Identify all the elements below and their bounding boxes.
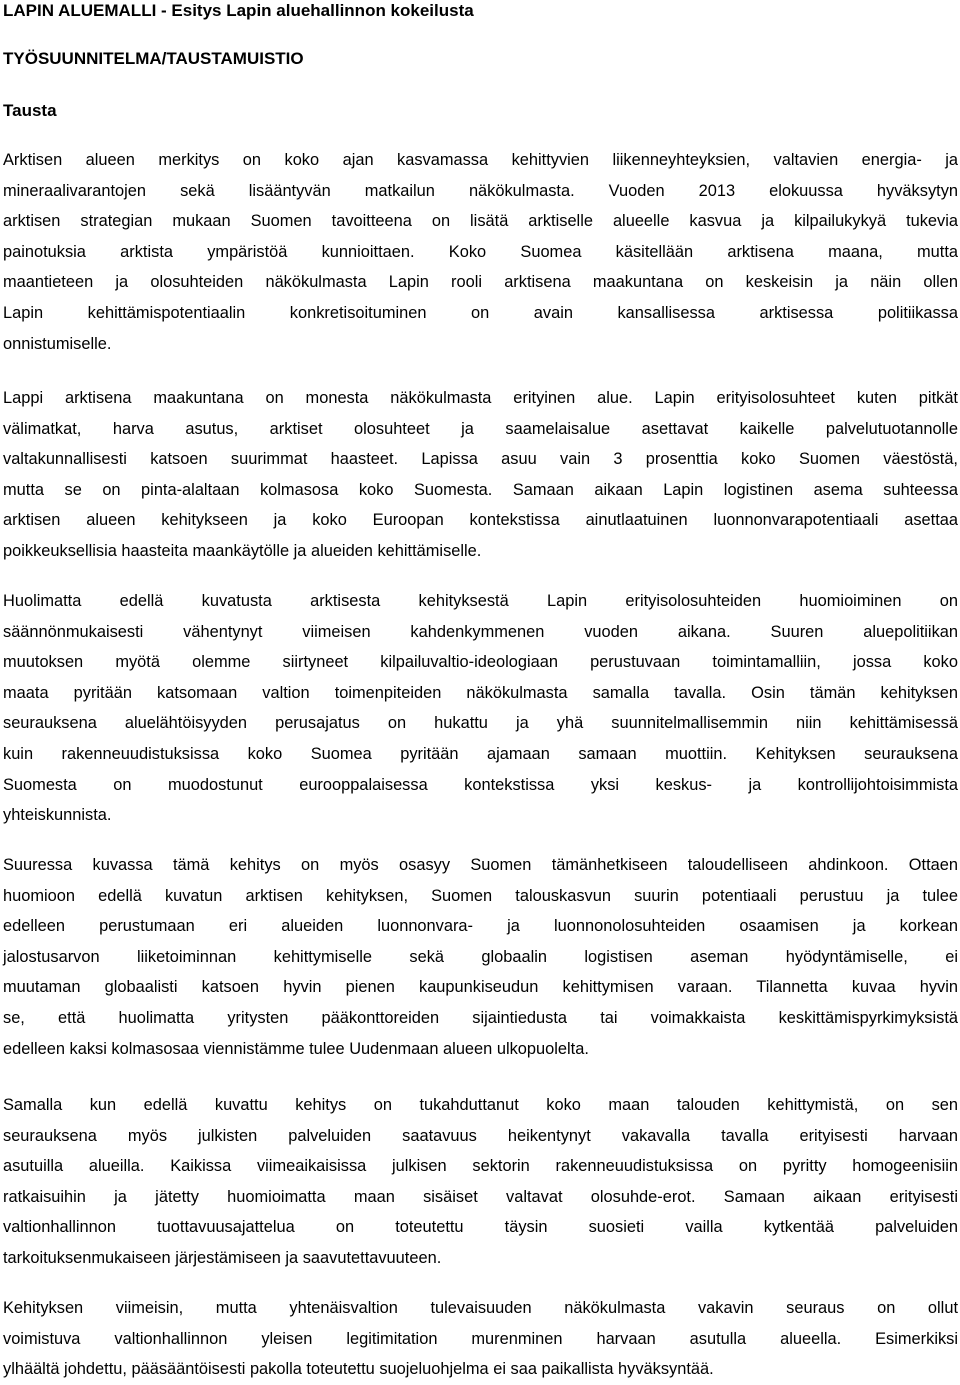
paragraph	[3, 383, 958, 567]
paragraph-line: Arktisen alueen merkitys on koko ajan kasvamassa kehittyvien liikenneyhteyksien, valtavien energia- ja	[3, 151, 958, 169]
paragraph-line: arktisen alueen kehitykseen ja koko Euroopan kontekstissa ainutlaatuinen luonnonvarapotentiaali asettaa	[3, 511, 958, 530]
paragraph-line: Suomesta on muodostunut eurooppalaisessa kontekstissa yksi keskus- ja kontrollijohtoisimmista	[3, 775, 958, 794]
paragraph-line: kuin rakenneuudistuksissa koko Suomea pyritään ajamaan samaan muottiin. Kehityksen seurauksena	[3, 744, 958, 763]
paragraph-line: Suuressa kuvassa tämä kehitys on myös osasyy Suomen tämänhetkiseen taloudelliseen ahdinkoon. Ottaen	[3, 856, 958, 874]
paragraph-line: painotuksia arktista ympäristöä kunnioittaen. Koko Suomea käsitellään arktisena maana, mutta	[3, 242, 958, 261]
paragraph-line: muutoksen myötä olemme siirtyneet kilpailuvaltio-ideologiaan perustuvaan toimintamalliin, jossa koko	[3, 653, 958, 672]
paragraph-line: Samalla kun edellä kuvattu kehitys on tukahduttanut koko maan talouden kehittymistä, on sen	[3, 1096, 958, 1114]
paragraph-line: valtionhallinnon tuottavuusajattelua on toteutettu täysin suosieti vailla kytkentää palveluiden	[3, 1218, 958, 1237]
paragraph-line: välimatkat, harva asutus, arktiset olosuhteet ja saamelaisalue asettavat kaikelle palvelutuotannolle	[3, 419, 958, 438]
paragraph-line: voimistuva valtionhallinnon yleisen legitimitation murenminen harvaan asutulla alueella. Esimerkiksi	[3, 1329, 958, 1348]
paragraph-line: ratkaisuihin ja jätetty huomioimatta maan sisäiset valtavat olosuhde-erot. Samaan aikaan erityisesti	[3, 1187, 958, 1206]
document-subtitle: TYÖSUUNNITELMA/TAUSTAMUISTIO	[3, 49, 304, 68]
section-heading: Tausta	[3, 101, 57, 120]
paragraph-line: poikkeuksellisia haasteita maankäytölle ja alueiden kehittämiselle.	[3, 541, 482, 560]
paragraph-line: yhteiskunnista.	[3, 806, 112, 825]
paragraph-line: huomioon edellä kuvatun arktisen kehityksen, Suomen talouskasvun suurin potentiaali perustuu ja tulee	[3, 886, 958, 905]
paragraph-line: maata pyritään katsomaan valtion toimenpiteiden näkökulmasta samalla tavalla. Osin tämän kehityksen	[3, 683, 958, 702]
paragraph-line: edelleen kaksi kolmasosaa viennistämme tulee Uudenmaan alueen ulkopuolelta.	[3, 1039, 589, 1058]
paragraph-line: Lappi arktisena maakuntana on monesta näkökulmasta erityinen alue. Lapin erityisolosuhteet kuten pitkät	[3, 389, 958, 407]
paragraph-line: seurauksena myös julkisten palveluiden saatavuus heikentynyt vakavalla tavalla erityisesti harvaan	[3, 1126, 958, 1145]
paragraph-line: asutuilla alueilla. Kaikissa viimeaikaisissa julkisen sektorin rakenneuudistuksissa on pyritty homogeenisiin	[3, 1157, 958, 1176]
paragraph-line: Huolimatta edellä kuvatusta arktisesta kehityksestä Lapin erityisolosuhteiden huomioiminen on	[3, 592, 958, 610]
paragraph-line: jalostusarvon liiketoiminnan kehittymiselle sekä globaalin logistisen aseman hyödyntämiselle, ei	[3, 947, 958, 966]
paragraph	[3, 586, 958, 831]
paragraph-line: muutaman globaalisti katsoen hyvin pienen kaupunkiseudun kehittymisen varaan. Tilannetta kuvaa hyvin	[3, 978, 958, 997]
paragraph-line: seurauksena aluelähtöisyyden perusajatus on hukattu ja yhä suunnitelmallisemmin niin kehittämisessä	[3, 714, 958, 733]
paragraph-line: valtakunnallisesti katsoen suurimmat haasteet. Lapissa asuu vain 3 prosenttia koko Suomen väestöstä,	[3, 450, 958, 469]
paragraph-line: tarkoituksenmukaiseen järjestämiseen ja saavutettavuuteen.	[3, 1248, 442, 1267]
paragraph-line: arktisen strategian mukaan Suomen tavoitteena on lisätä arktiselle alueelle kasvua ja kilpailukykyä tukevia	[3, 212, 958, 231]
paragraph-line: se, että huolimatta yritysten pääkonttoreiden sijaintiedusta tai voimakkaista keskittämispyrkimyksistä	[3, 1008, 958, 1027]
paragraph-line: onnistumiselle.	[3, 334, 112, 353]
paragraph-line: ylhäältä johdettu, pääsääntöisesti pakolla toteutettu suojeluohjelma ei saa paikallista hyväksyntää.	[3, 1360, 714, 1379]
document-title: LAPIN ALUEMALLI - Esitys Lapin aluehallinnon kokeilusta	[3, 1, 474, 20]
paragraph-line: maantieteen ja olosuhteiden näkökulmasta Lapin rooli arktisena maakuntana on keskeisin ja näin ollen	[3, 273, 958, 292]
paragraph	[3, 145, 958, 359]
paragraph-line: Kehityksen viimeisin, mutta yhtenäisvaltion tulevaisuuden näkökulmasta vakavin seuraus on ollut	[3, 1299, 958, 1317]
paragraph-line: säännönmukaisesti vähentynyt viimeisen kahdenkymmenen vuoden aikana. Suuren aluepolitiikan	[3, 622, 958, 641]
paragraph	[3, 1090, 958, 1274]
paragraph-line: edelleen perustumaan eri alueiden luonnonvara- ja luonnonolosuhteiden osaamisen ja korkean	[3, 917, 958, 936]
paragraph-line: Lapin kehittämispotentiaalin konkretisoituminen on avain kansallisessa arktisessa politiikassa	[3, 303, 958, 322]
paragraph-line: mineraalivarantojen sekä lisääntyvän matkailun näkökulmasta. Vuoden 2013 elokuussa hyväksytyn	[3, 181, 958, 200]
paragraph	[3, 850, 958, 1064]
paragraph	[3, 1293, 958, 1385]
paragraph-line: mutta se on pinta-alaltaan kolmasosa koko Suomesta. Samaan aikaan Lapin logistinen asema suhteessa	[3, 480, 958, 499]
